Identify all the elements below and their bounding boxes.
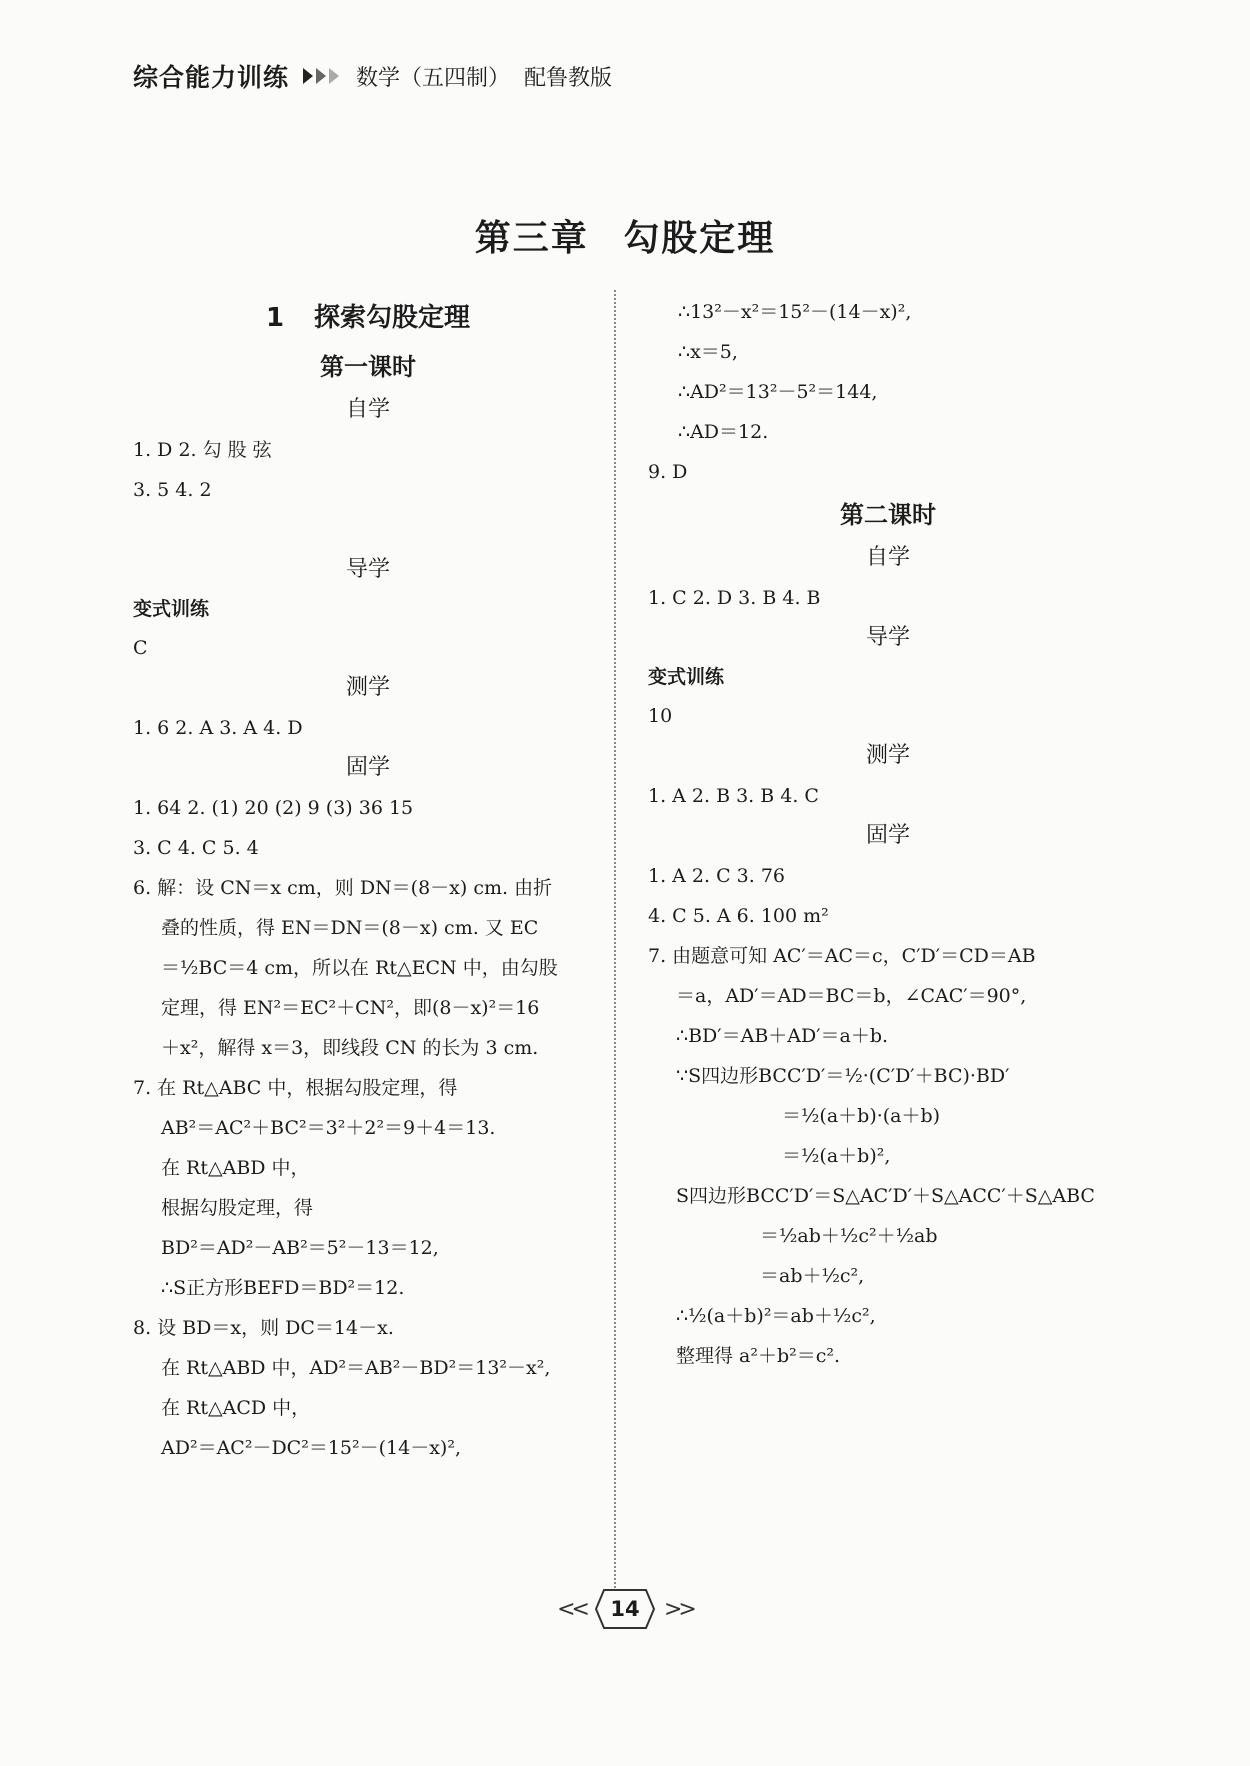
solution-line: AB²＝AC²＋BC²＝3²＋2²＝9＋4＝13. (161, 1117, 496, 1139)
solution-line: 7. 由题意可知 AC′＝AC＝c，C′D′＝CD＝AB (648, 945, 1036, 967)
solution-line: 在 Rt△ACD 中， (161, 1397, 311, 1419)
part-heading-zixue: 自学 (345, 397, 390, 422)
chapter-title: 勾股定理 (623, 218, 776, 259)
part-heading-daoxue: 导学 (345, 557, 390, 582)
solution-line: ＝½BC＝4 cm，所以在 Rt△ECN 中，由勾股 (161, 957, 558, 979)
answer-line: 1. A 2. C 3. 76 (648, 865, 786, 887)
solution-line: ＝ab＋½c², (760, 1265, 865, 1287)
solution-line: 7. 在 Rt△ABC 中，根据勾股定理，得 (133, 1077, 458, 1099)
solution-line: 叠的性质，得 EN＝DN＝(8－x) cm. 又 EC (161, 917, 539, 939)
solution-line: ∴S正方形BEFD＝BD²＝12. (161, 1277, 405, 1299)
answer-line: 10 (648, 705, 673, 727)
answer-line: 4. C 5. A 6. 100 m² (648, 905, 829, 927)
solution-line: ＝½(a＋b)·(a＋b) (782, 1105, 941, 1127)
solution-line: BD²＝AD²－AB²＝5²－13＝12, (161, 1237, 439, 1259)
solution-line: ∴AD＝12. (678, 421, 769, 443)
answer-line: 3. C 4. C 5. 4 (133, 837, 259, 859)
page-number: 14 (610, 1597, 640, 1621)
solution-line: ∴x＝5, (678, 341, 738, 363)
solution-line: 定理，得 EN²＝EC²＋CN²，即(8－x)²＝16 (161, 997, 540, 1019)
part-heading-guxue: 固学 (345, 755, 390, 780)
solution-line: 在 Rt△ABD 中，AD²＝AB²－BD²＝13²－x², (161, 1357, 551, 1379)
answer-line: C (133, 637, 148, 659)
variant-training-label: 变式训练 (133, 598, 210, 620)
arrow-icon (303, 68, 342, 84)
part-heading-daoxue: 导学 (865, 625, 910, 650)
right-column (648, 292, 1128, 1376)
solution-line: ∵S四边形BCC′D′＝½·(C′D′＋BC)·BD′ (676, 1065, 1010, 1087)
section-title: 1 探索勾股定理 (265, 303, 471, 333)
answer-line: 1. D 2. 勾 股 弦 (133, 439, 272, 461)
solution-line: 8. 设 BD＝x，则 DC＝14－x. (133, 1317, 394, 1339)
solution-line: S四边形BCC′D′＝S△AC′D′＋S△ACC′＋S△ABC (676, 1185, 1095, 1207)
solution-line: 6. 解：设 CN＝x cm，则 DN＝(8－x) cm. 由折 (133, 877, 553, 899)
solution-line: ∴BD′＝AB＋AD′＝a＋b. (676, 1025, 889, 1047)
answer-line: 9. D (648, 461, 688, 483)
answer-line: 1. A 2. B 3. B 4. C (648, 785, 819, 807)
solution-line: 根据勾股定理，得 (161, 1197, 314, 1219)
chevron-left-icon: << (557, 1596, 586, 1622)
series-title: 综合能力训练 (133, 63, 290, 92)
part-heading-cexue: 测学 (345, 675, 390, 700)
solution-line: AD²＝AC²－DC²＝15²－(14－x)², (161, 1437, 462, 1459)
solution-line: ＝a，AD′＝AD＝BC＝b，∠CAC′＝90°, (676, 985, 1027, 1007)
chapter-heading (0, 210, 1250, 261)
solution-line: 整理得 a²＋b²＝c². (676, 1345, 841, 1367)
chapter-number: 第三章 (474, 218, 589, 259)
part-heading-guxue: 固学 (865, 823, 910, 848)
page-header (133, 56, 612, 96)
answer-line: 3. 5 4. 2 (133, 479, 212, 501)
subject-label: 数学（五四制） (356, 65, 511, 91)
solution-line: ∴½(a＋b)²＝ab＋½c², (676, 1305, 876, 1327)
page-footer (0, 1588, 1250, 1630)
solution-line: ∴AD²＝13²－5²＝144, (678, 381, 878, 403)
chevron-right-icon: >> (664, 1596, 693, 1622)
answer-line: 1. C 2. D 3. B 4. B (648, 587, 821, 609)
lesson-title: 第二课时 (840, 501, 936, 529)
part-heading-zixue: 自学 (865, 545, 910, 570)
variant-training-label: 变式训练 (648, 666, 725, 688)
solution-line: ＝½ab＋½c²＋½ab (760, 1225, 938, 1247)
answer-line: 1. 64 2. (1) 20 (2) 9 (3) 36 15 (133, 797, 414, 819)
solution-line: ∴13²－x²＝15²－(14－x)², (678, 301, 912, 323)
part-heading-cexue: 测学 (865, 743, 910, 768)
lesson-title: 第一课时 (320, 353, 416, 381)
column-divider (614, 290, 616, 1620)
edition-label: 配鲁教版 (524, 65, 613, 91)
solution-line: ＝½(a＋b)², (782, 1145, 891, 1167)
page-number-badge (594, 1588, 656, 1630)
answer-line: 1. 6 2. A 3. A 4. D (133, 717, 303, 739)
solution-line: ＋x²，解得 x＝3，即线段 CN 的长为 3 cm. (161, 1037, 539, 1059)
left-column (133, 292, 603, 1468)
solution-line: 在 Rt△ABD 中， (161, 1157, 310, 1179)
